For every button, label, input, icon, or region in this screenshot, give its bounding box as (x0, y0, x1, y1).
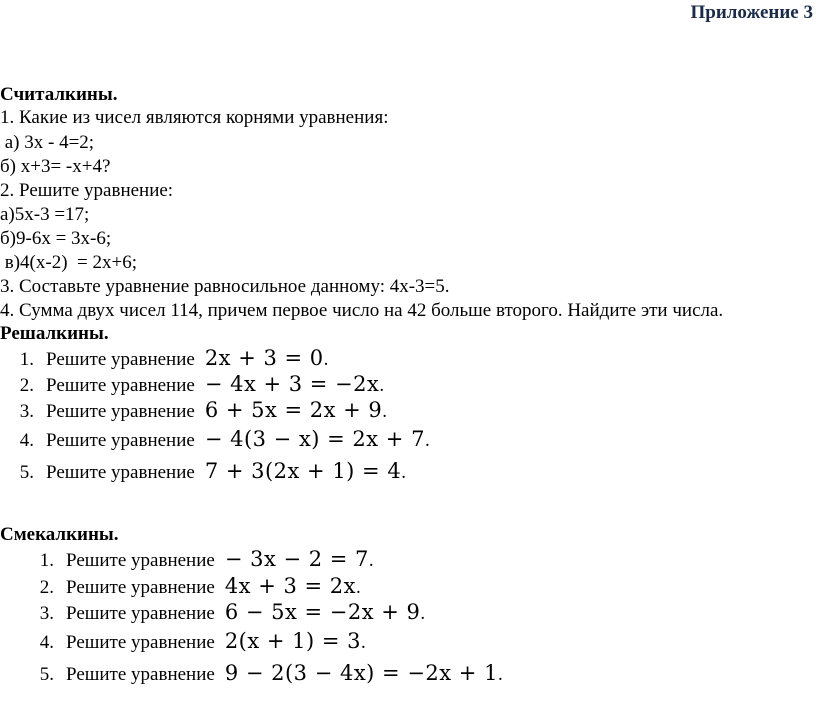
equation: 2x + 3 = 0 (204, 346, 324, 370)
section-title-smekalkiny: Смекалкины. (0, 524, 119, 545)
list-item (24, 547, 374, 572)
item-number: 3. (19, 401, 34, 422)
equation: 6 − 5x = −2x + 9 (224, 600, 421, 624)
item-text: Решите уравнение (66, 577, 215, 598)
item-text: Решите уравнение (66, 550, 215, 571)
equation: − 3x − 2 = 7 (224, 547, 369, 571)
list-item (24, 600, 425, 625)
item-number: 5. (39, 664, 54, 685)
equation: 9 − 2(3 − 4x) = −2x + 1 (224, 661, 498, 685)
item-end: . (497, 664, 503, 685)
item-text: Решите уравнение (66, 603, 215, 624)
equation: − 4x + 3 = −2x (204, 372, 380, 396)
text-line: в)4(х-2) = 2х+6; (0, 252, 137, 273)
item-number: 5. (19, 462, 34, 483)
item-text: Решите уравнение (46, 430, 195, 451)
item-end: . (323, 349, 329, 370)
text-line: б)9-6х = 3х-6; (0, 228, 112, 249)
item-end: . (424, 430, 430, 451)
item-number: 2. (19, 375, 34, 396)
item-end: . (382, 401, 388, 422)
item-number: 1. (39, 550, 54, 571)
text-line: а) 3х - 4=2; (0, 132, 95, 153)
text-line: а)5х-3 =17; (0, 204, 90, 225)
section-title-reshalkiny: Решалкины. (0, 323, 109, 344)
item-end: . (379, 375, 385, 396)
item-text: Решите уравнение (46, 401, 195, 422)
appendix-label: Приложение 3 (690, 2, 813, 23)
text-line: 4. Сумма двух чисел 114, причем первое число на 42 больше второго. Найдите эти числа. (0, 300, 724, 321)
item-end: . (361, 632, 366, 653)
list-item (4, 372, 384, 397)
item-end: . (401, 462, 406, 483)
list-item (24, 574, 361, 599)
text-line: 2. Решите уравнение: (0, 180, 174, 201)
item-number: 4. (39, 632, 54, 653)
section-title-schitalkiny: Считалкины. (0, 84, 118, 105)
item-text: Решите уравнение (66, 664, 215, 685)
item-end: . (420, 603, 426, 624)
list-item (4, 459, 406, 484)
item-number: 4. (19, 430, 34, 451)
item-text: Решите уравнение (66, 632, 215, 653)
item-text: Решите уравнение (46, 462, 195, 483)
equation: 6 + 5x = 2x + 9 (204, 398, 383, 422)
list-item (4, 398, 387, 423)
equation: − 4(3 − x) = 2x + 7 (204, 427, 425, 451)
list-item (24, 629, 366, 654)
list-item (4, 346, 328, 371)
equation: 7 + 3(2x + 1) = 4 (204, 459, 402, 483)
item-number: 1. (19, 349, 34, 370)
list-item (4, 427, 430, 452)
item-number: 2. (39, 577, 54, 598)
item-text: Решите уравнение (46, 349, 195, 370)
list-item (24, 661, 503, 686)
item-text: Решите уравнение (46, 375, 195, 396)
equation: 4x + 3 = 2x (224, 574, 356, 598)
item-end: . (355, 577, 361, 598)
text-line: 1. Какие из чисел являются корнями уравнения: (0, 107, 389, 128)
equation: 2(x + 1) = 3 (224, 629, 362, 653)
item-number: 3. (39, 603, 54, 624)
text-line: 3. Составьте уравнение равносильное данному: 4х-3=5. (0, 276, 450, 297)
item-end: . (368, 550, 374, 571)
text-line: б) х+3= -х+4? (0, 156, 111, 177)
